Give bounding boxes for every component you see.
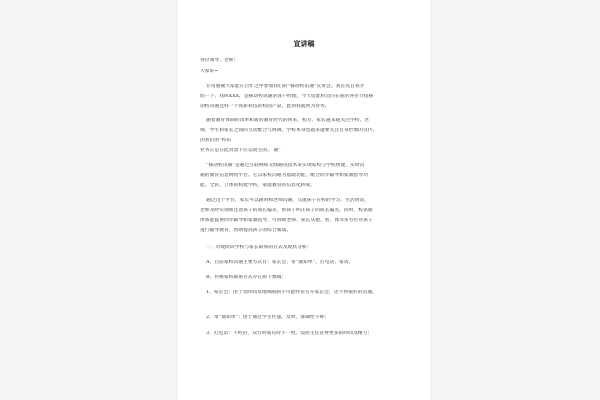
text-line: 老师及时实现和注意孩子的成长偏差，帮孩子纠正孩子的成长偏差，同时，校讯通 [200, 208, 373, 213]
text-line: 2、带“通知单”：由于通过学生传递，及时、准确性不够； [206, 315, 330, 320]
text-line: A、目前家校沟通主要方式有：家长会、带“通知单”、打电话、家访。 [206, 260, 354, 265]
text-line: 业务正是在此背景下应运而生的。 通” [200, 148, 281, 153]
text-line: 体系能提供同步辅导和家教指导，可协助老师、家长从德、智、体等多方位对孩子 [200, 218, 373, 223]
text-line: 通过这个平台，家长可以跟时和老师沟通，交流孩子在校的学习、生活情况， [206, 198, 370, 203]
text-line: 随着教育体制的改革和新的教育时代的到来，校方、家长越来越关注学校，老 [206, 118, 370, 123]
text-line: 能，全民、立体的构建学校、家庭教育的信息化桥梁。 [200, 183, 316, 188]
text-line: 大家好~ [200, 69, 219, 74]
text-line: 各位领导、老师： [200, 58, 239, 63]
text-line: 1、家长会：由于受时间及地域限制不可能经常召开家长会，达不到很好的沟通。 [206, 290, 377, 295]
text-line: 绍一下，我叫XXX，是移动校讯通的客户经理，今天借此机会向在座的各位介绍移 [200, 94, 374, 99]
text-line: “移动校讯通”是通过互联网和无线通讯技术来实现家校与学校快捷、实时沟 [206, 163, 365, 168]
text-line: 进行辅导教育，帮助提高孩子的综合素质。 [200, 228, 292, 233]
text-line: B、传统家校联系方式存在如下弊端： [206, 275, 287, 280]
text-line: 3、打电话：不经济，双方时间有时不一致，需班主任花费更多的时间及精力； [206, 331, 373, 336]
text-line: 因我们的“校讯 [200, 138, 232, 143]
text-line: 师、学生和家长之间的互动配合与协调，学校本身也越来越要关注自身形象的宣传。 [200, 128, 378, 133]
text-line: 通的教育信息网络平台。它以家校沟通为基础功能，配合同步辅导和家教指导功 [200, 173, 368, 178]
document-page [178, 0, 430, 400]
document-title: 宣讲稿 [293, 39, 315, 48]
section-heading: 一、对现阶段学校与家长联系的方式及现状分析： [206, 245, 312, 250]
text-line: 动校讯通这样一个高新科技的校园产品，此刻我就到为业务。 [200, 104, 330, 109]
document-content [178, 0, 430, 400]
text-line: 非常感谢大家能在百忙之中参加我们的“移动校讯通”宣讲会。我首先自我介 [206, 84, 365, 89]
